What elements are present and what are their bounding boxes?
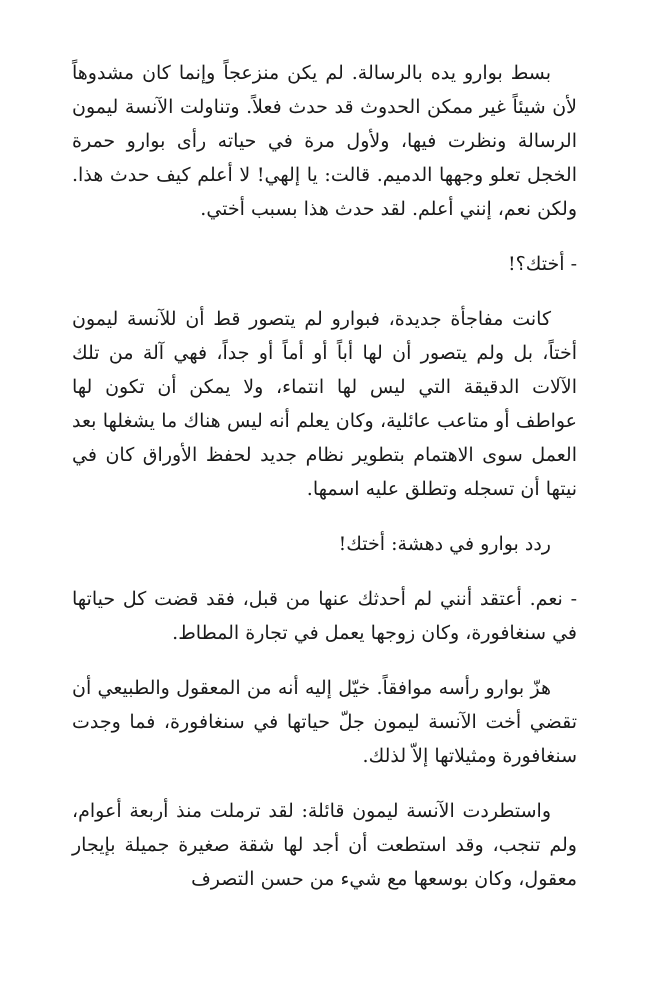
paragraph-5: - نعم. أعتقد أنني لم أحدثك عنها من قبل، فقد قضت كل حياتها في سنغافورة، وكان زوجها يعمل في تجارة المطاط.	[72, 588, 577, 644]
paragraph-4: ردد بوارو في دهشة: أختك!	[338, 533, 551, 555]
paragraph-1: بسط بوارو يده بالرسالة. لم يكن منزعجاً وإنما كان مشدوهاً لأن شيئاً غير ممكن الحدوث قد حدث فعلاً. وتناولت الآنسة ليمون الرسالة ونظرت فيها، ولأول مرة في حياته رأى بوارو حمرة الخجل تعلو وجهها الدميم. قالت: يا إلهي! لا أعلم كيف حدث هذا. ولكن نعم، إنني أعلم. لقد حدث هذا بسبب أختي.	[72, 62, 578, 220]
page-text	[72, 56, 577, 917]
paragraph-7: واستطردت الآنسة ليمون قائلة: لقد ترملت منذ أربعة أعوام، ولم تنجب، وقد استطعت أن أجد لها شقة صغيرة جميلة بإيجار معقول، وكان بوسعها مع شيء من حسن التصرف	[72, 800, 577, 890]
paragraph-2: - أختك؟!	[508, 253, 577, 275]
paragraph-6: هزّ بوارو رأسه موافقاً. خيّل إليه أنه من المعقول والطبيعي أن تقضي أخت الآنسة ليمون جلّ حياتها في سنغافورة، فما وجدت سنغافورة ومثيلاتها إلاّ لذلك.	[72, 677, 577, 767]
paragraph-3: كانت مفاجأة جديدة، فبوارو لم يتصور قط أن للآنسة ليمون أختاً، بل ولم يتصور أن لها أباً أو أماً أو جداً، فهي آلة من تلك الآلات الدقيقة التي ليس لها انتماء، ولا يمكن أن تكون لها عواطف أو متاعب عائلية، وكان يعلم أنه ليس هناك ما يشغلها بعد العمل سوى الاهتمام بتطوير نظام جديد لحفظ الأوراق كان في نيتها أن تسجله وتطلق عليه اسمها.	[72, 308, 577, 500]
